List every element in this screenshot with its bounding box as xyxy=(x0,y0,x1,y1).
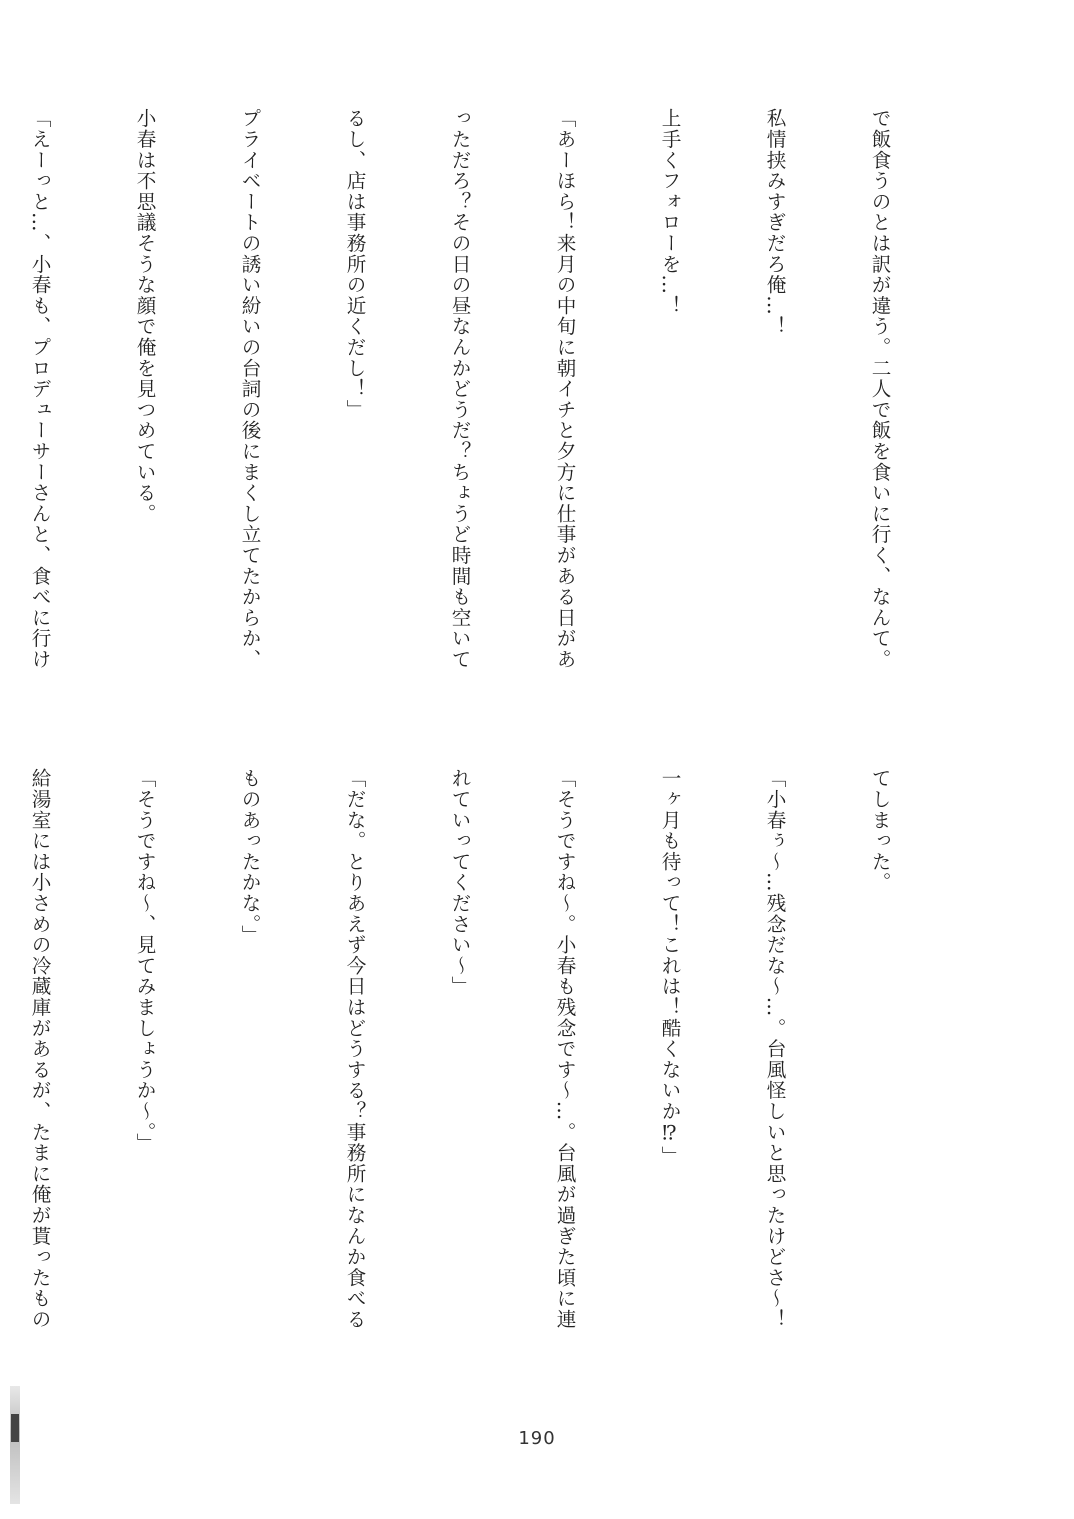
text-line: 「だな。とりあえず今日はどうする？事務所になんか食べる xyxy=(343,768,366,1330)
text-line: れていってください～」 xyxy=(448,768,471,997)
text-line: 「そうですね～、見てみましょうか～。」 xyxy=(133,768,156,1154)
scan-binding-mark xyxy=(11,1414,19,1442)
text-line: るし、店は事務所の近くだし！」 xyxy=(343,108,366,420)
text-line: ものあったかな。」 xyxy=(238,768,261,946)
page-number: 190 xyxy=(518,1428,556,1449)
text-line: てしまった。 xyxy=(868,768,891,893)
text-line: 一ヶ月も待って！これは！酷くないか⁉」 xyxy=(658,768,681,1167)
text-line: で飯食うのとは訳が違う。二人で飯を食いに行く、なんて。 xyxy=(868,108,891,670)
text-line: 上手くフォローを…！ xyxy=(658,108,681,316)
text-line: 「えーっと…、小春も、プロデューサーさんと、食べに行け xyxy=(28,108,51,670)
lower-text-block xyxy=(0,768,967,1388)
text-line: 私情挟みすぎだろ俺…！ xyxy=(763,108,786,337)
text-line: プライベートの誘い紛いの台詞の後にまくし立てたからか、 xyxy=(238,108,261,670)
text-line: 小春は不思議そうな顔で俺を見つめている。 xyxy=(133,108,156,524)
upper-text-block xyxy=(0,108,967,728)
text-line: っただろ？その日の昼なんかどうだ？ちょうど時間も空いて xyxy=(448,108,471,670)
text-line: 「あーほら！来月の中旬に朝イチと夕方に仕事がある日があ xyxy=(553,108,576,670)
text-line: 「小春ぅ～…残念だな～…。台風怪しいと思ったけどさ～！ xyxy=(763,768,786,1330)
text-line: 「そうですね～。小春も残念です～…。台風が過ぎた頃に連 xyxy=(553,768,576,1330)
scan-binding-edge xyxy=(10,1386,20,1504)
text-line: 給湯室には小さめの冷蔵庫があるが、たまに俺が貰ったもの xyxy=(28,768,51,1330)
